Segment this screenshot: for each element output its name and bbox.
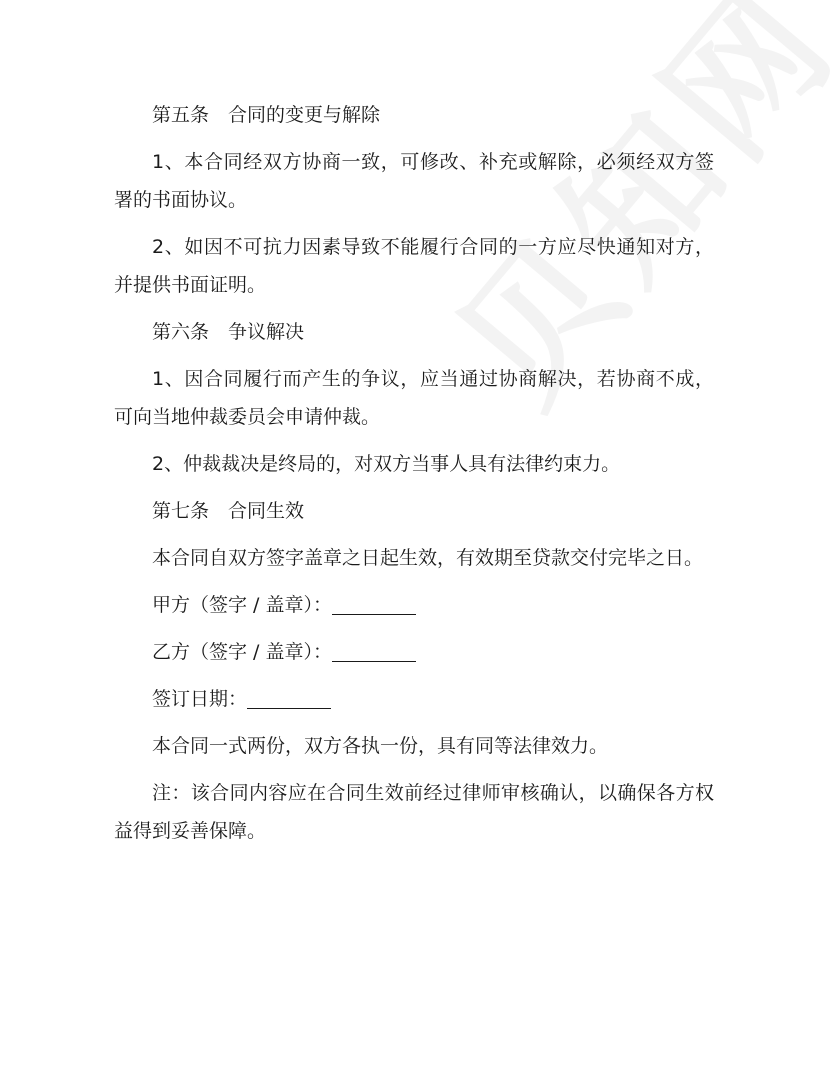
article5-clause1: 1、本合同经双方协商一致，可修改、补充或解除，必须经双方签署的书面协议。: [114, 151, 714, 211]
article6-title: 第六条 争议解决: [152, 321, 305, 343]
article5-clause2: 2、如因不可抗力因素导致不能履行合同的一方应尽快通知对方，并提供书面证明。: [114, 236, 714, 296]
sign-date-blank: [247, 684, 331, 709]
sign-date-line: [114, 680, 714, 718]
document-body: [114, 96, 714, 850]
article5-title: 第五条 合同的变更与解除: [152, 104, 381, 126]
party-b-label: 乙方（签字 / 盖章）：: [152, 641, 332, 663]
sign-date-label: 签订日期：: [152, 688, 248, 710]
party-a-blank: [332, 590, 416, 615]
review-note: 注：该合同内容应在合同生效前经过律师审核确认，以确保各方权益得到妥善保障。: [114, 782, 714, 842]
party-b-signature-line: [114, 633, 714, 671]
party-a-signature-line: [114, 586, 714, 624]
closing-statement: 本合同一式两份，双方各执一份，具有同等法律效力。: [152, 735, 609, 757]
party-a-label: 甲方（签字 / 盖章）：: [152, 594, 332, 616]
article6-clause2: 2、仲裁裁决是终局的，对双方当事人具有法律约束力。: [152, 453, 621, 475]
article7-clause1: 本合同自双方签字盖章之日起生效，有效期至贷款交付完毕之日。: [152, 547, 704, 569]
party-b-blank: [332, 637, 416, 662]
article7-title: 第七条 合同生效: [152, 500, 305, 522]
article6-clause1: 1、因合同履行而产生的争议，应当通过协商解决，若协商不成，可向当地仲裁委员会申请仲裁。: [114, 368, 714, 428]
